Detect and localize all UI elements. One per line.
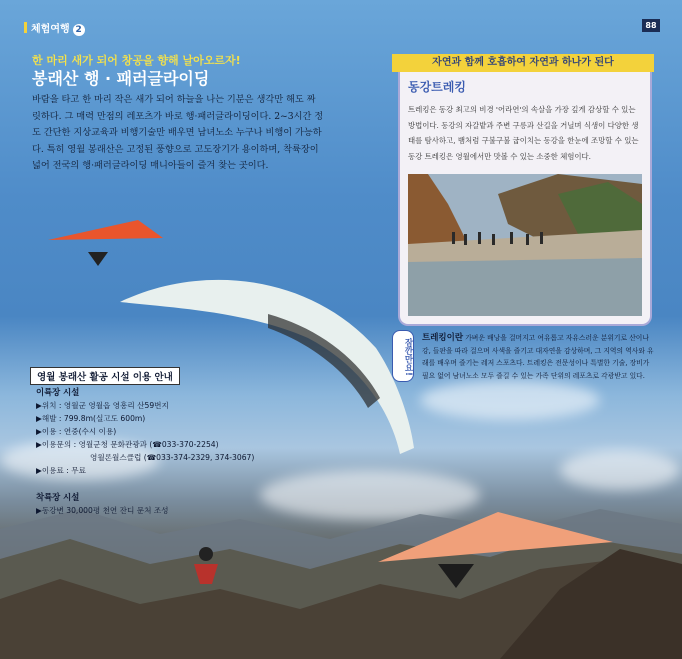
article-title: 봉래산 행 · 패러글라이딩 xyxy=(32,69,210,88)
note-text-block xyxy=(422,332,654,382)
section-bar-icon xyxy=(24,22,27,33)
section-tag xyxy=(24,20,85,36)
takeoff-item: 영월론월스클럽 (☎033-374-2329, 374-3067) xyxy=(90,453,255,462)
article-intro: 바람을 타고 한 마리 작은 새가 되어 하늘을 나는 기분은 생각만 해도 짜릿하다. 그 매력 만점의 레포츠가 바로 행·패러글라이딩이다. 2~3시간 정도 간단한 지상교육과 비행기술만 배우면 남녀노소 누구나 비행이 가능하다. 특히 영월 봉래산은 고정된 풍향으로 고도장기가 용이하며, 착륙장이 넓어 전국의 행·패러글라이딩 매니아들이 즐겨 찾는 곳이다. xyxy=(32,94,324,172)
trekking-photo xyxy=(408,174,642,316)
takeoff-item: ▶위치 : 영월군 영월읍 영흥리 산59번지 xyxy=(36,401,169,410)
takeoff-item: ▶해발 : 799.8m(실고도 600m) xyxy=(36,414,146,423)
hang-glider-left xyxy=(48,218,168,270)
pilot-paraglider xyxy=(184,542,228,586)
trekking-banner: 자연과 함께 호흡하여 자연과 하나가 된다 xyxy=(392,54,654,72)
takeoff-item: ▶이용 : 연중(수시 이용) xyxy=(36,427,117,436)
page-header xyxy=(0,0,682,40)
takeoff-item: ▶이용료 : 무료 xyxy=(36,466,86,475)
landing-heading: 착륙장 시설 xyxy=(36,492,80,502)
trekking-note xyxy=(392,330,654,386)
note-text: 가벼운 배낭을 걸머지고 여유롭고 자유스러운 분위기로 산이나 강, 들판을 따라 걸으며 사색을 즐기고 대자연을 감상하며, 그 지역의 역사와 유래를 배우며 즐기는 레저 스포츠다. 트레킹은 전문성이나 특별한 기술, 장비가 필요 없어 남녀노소 모두 즐길 수 있는 가족 단위의 레포츠로 각광받고 있다. xyxy=(422,334,654,380)
takeoff-item: ▶이용문의 : 영월군청 문화관광과 (☎033-370-2254) xyxy=(36,440,219,449)
section-number: 2 xyxy=(73,24,85,36)
hang-glider-right xyxy=(378,502,618,592)
trekking-panel xyxy=(398,72,652,326)
trekking-text: 트레킹은 동강 최고의 비경 '어라연'의 속살을 가장 깊게 감상할 수 있는 방법이다. 동강의 자갈밭과 주변 구릉과 산길을 거닐며 식생이 다양한 생태를 탐사하고, 뱀처럼 구불구불 굽이치는 동강을 한눈에 조망할 수 있는 동강 트레킹은 영월에서만 맛볼 수 있는 소중한 체험이다. xyxy=(408,105,639,161)
trekking-box xyxy=(392,54,654,324)
note-term: 트레킹이란 xyxy=(422,333,464,343)
cloud-decoration xyxy=(420,380,600,420)
section-label: 체험여행 xyxy=(31,24,70,35)
guide-body xyxy=(36,384,336,517)
article-subtitle: 한 마리 새가 되어 창공을 향해 날아오르자! xyxy=(32,54,241,67)
guide-title: 영월 봉래산 활공 시설 이용 안내 xyxy=(30,367,180,385)
note-badge: 잠깐만요! xyxy=(392,330,414,382)
takeoff-heading: 이륙장 시설 xyxy=(36,387,80,397)
trekking-title: 동강트레킹 xyxy=(408,80,466,94)
landing-item: ▶동강변 30,000평 천연 잔디 문처 조성 xyxy=(36,506,169,515)
page-mark: 88 xyxy=(642,19,660,32)
